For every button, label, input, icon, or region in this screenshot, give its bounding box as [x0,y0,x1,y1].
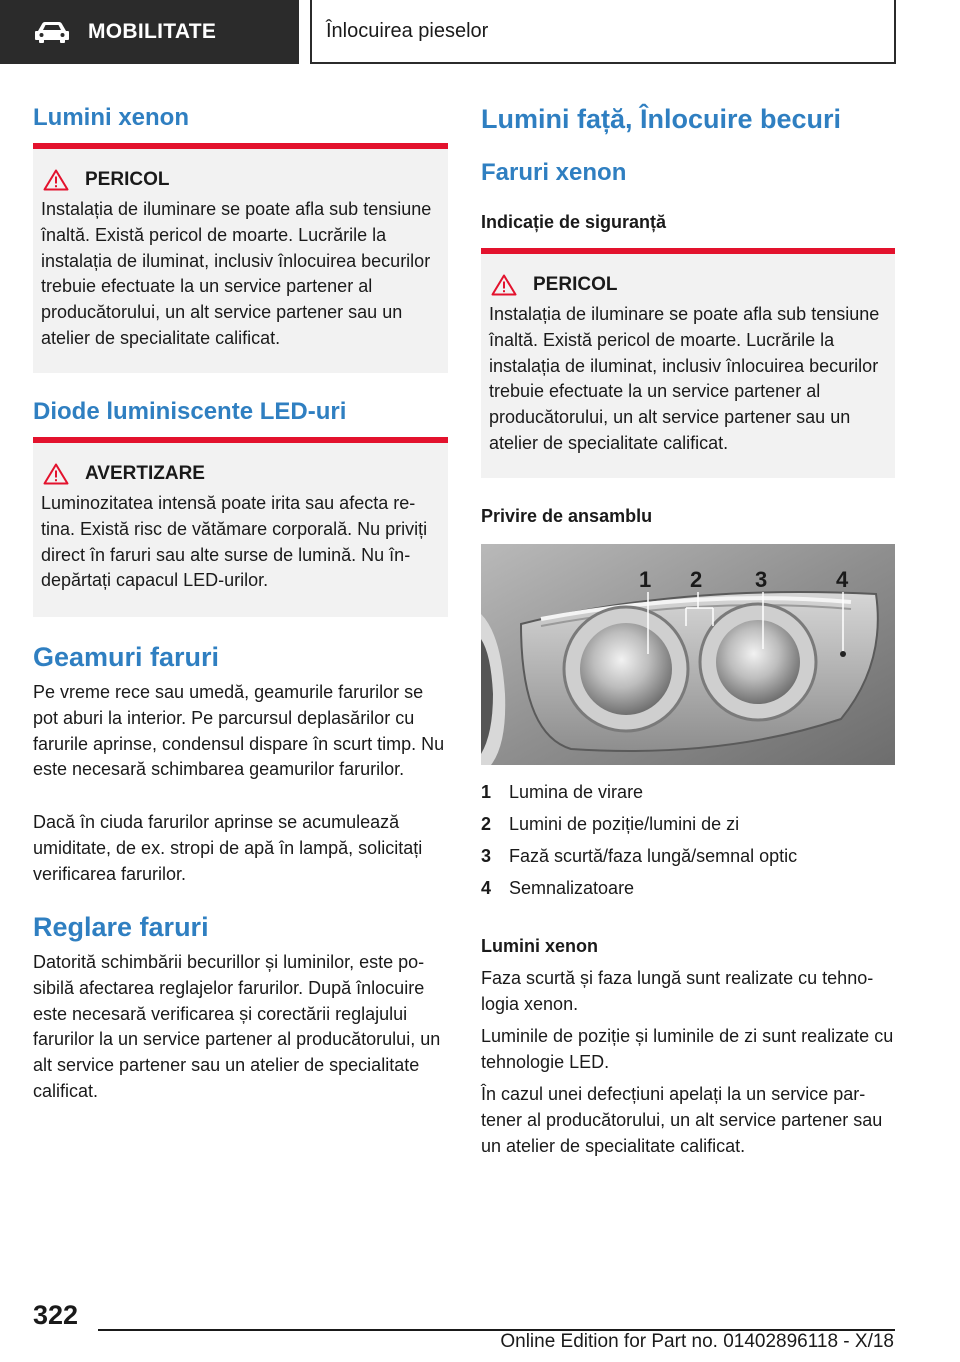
warning-box-led [33,437,448,617]
warning-triangle-icon [43,463,69,485]
danger-title: PERICOL [533,274,618,295]
warning-triangle-icon [43,169,69,191]
paragraph: Dacă în ciuda farurilor aprinse se acumulează umiditate, de ex. stropi de apă în lampă, solicitați verificarea farurilor. [33,812,423,884]
danger-body: Instalația de iluminare se poate afla sub tensiune înaltă. Există pericol de moarte. Lucrările la instalația de iluminat, inclusiv înlocuirea becurilor trebuie efectuate la un service partener al producătorului, un alt service partener sau un atelier de specialitate calificat. [489,304,880,453]
section-tab [0,0,299,64]
legend-item [481,808,895,840]
legend-text: Fază scurtă/faza lungă/semnal optic [509,846,798,866]
paragraph: Luminile de poziție și luminile de zi sunt realizate cu tehnologie LED. [481,1026,894,1072]
legend-text: Lumini de poziție/lumini de zi [509,814,740,834]
callout-label-2: 2 [690,567,703,592]
page-number: 322 [33,1300,79,1330]
warning-triangle-icon [491,274,517,296]
heading-diode-led: Diode luminiscente LED-uri [33,398,347,425]
heading-lumini-xenon: Lumini xenon [33,104,189,131]
paragraph: Datorită schimbării becurillor și luminilor, este posibilă afectarea reglajelor farurilor. După înlocuire este necesară verificarea și corectării reglajului farurilor la un service partener al producătorului, un alt service partener sau un atelier de specialitate calificat. [33,952,441,1101]
legend-number: 1 [481,782,492,802]
headlight-photo [481,544,895,765]
legend-number: 3 [481,846,492,866]
legend-item [481,776,895,808]
paragraph: Pe vreme rece sau umedă, geamurile farurilor se pot aburi la interior. Pe parcursul deplasărilor cu farurile aprinse, condensul dispare în scurt timp. Nu este necesară schimbarea geamurilor farurilor. [33,682,445,780]
danger-body: Instalația de iluminare se poate afla sub tensiune înaltă. Există pericol de moarte. Lucrările la instalația de iluminat, inclusiv înlocuirea becurilor trebuie efectuate la un service partener al producătorului, un alt service partener sau un atelier de specialitate calificat. [41,199,432,348]
legend-text: Semnalizatoare [509,878,635,898]
heading-privire-ansamblu: Privire de ansamblu [481,506,653,526]
callout-legend [481,776,895,904]
heading-indicatie-siguranta: Indicație de siguranță [481,212,667,232]
paragraph: În cazul unei defecțiuni apelați la un service partener al producătorului, un alt service partener sau un atelier de specialitate calificat. [481,1084,883,1156]
car-icon [34,21,70,43]
warning-body: Luminozitatea intensă poate irita sau afecta retina. Există risc de vătămare corporală. Nu priviți direct în faruri sau alte surse de lumină. Nu îndepărtați capacul LED-urilor. [41,493,428,591]
section-label: MOBILITATE [88,20,217,43]
callout-label-1: 1 [639,567,652,592]
warning-title: AVERTIZARE [85,463,205,484]
heading-reglare-faruri: Reglare faruri [33,912,209,942]
danger-box-safety [481,248,895,478]
legend-item [481,840,895,872]
legend-item [481,872,895,904]
danger-box-xenon [33,143,448,373]
heading-lumini-xenon-right: Lumini xenon [481,936,598,956]
chapter-label: Înlocuirea pieselor [326,19,489,42]
legend-number: 4 [481,878,492,898]
chapter-tab [310,0,896,64]
callout-label-4: 4 [836,567,849,592]
heading-lumini-fata: Lumini față, Înlocuire becuri [481,104,842,134]
callout-label-3: 3 [755,567,768,592]
footer-edition: Online Edition for Part no. 01402896118 - X/18 [500,1331,894,1352]
legend-text: Lumina de virare [509,782,644,802]
headlight-illustration [481,544,895,765]
heading-faruri-xenon: Faruri xenon [481,159,627,186]
heading-geamuri-faruri: Geamuri faruri [33,642,220,672]
paragraph: Faza scurtă și faza lungă sunt realizate cu tehnologia xenon. [481,968,874,1014]
danger-title: PERICOL [85,169,170,190]
legend-number: 2 [481,814,492,834]
